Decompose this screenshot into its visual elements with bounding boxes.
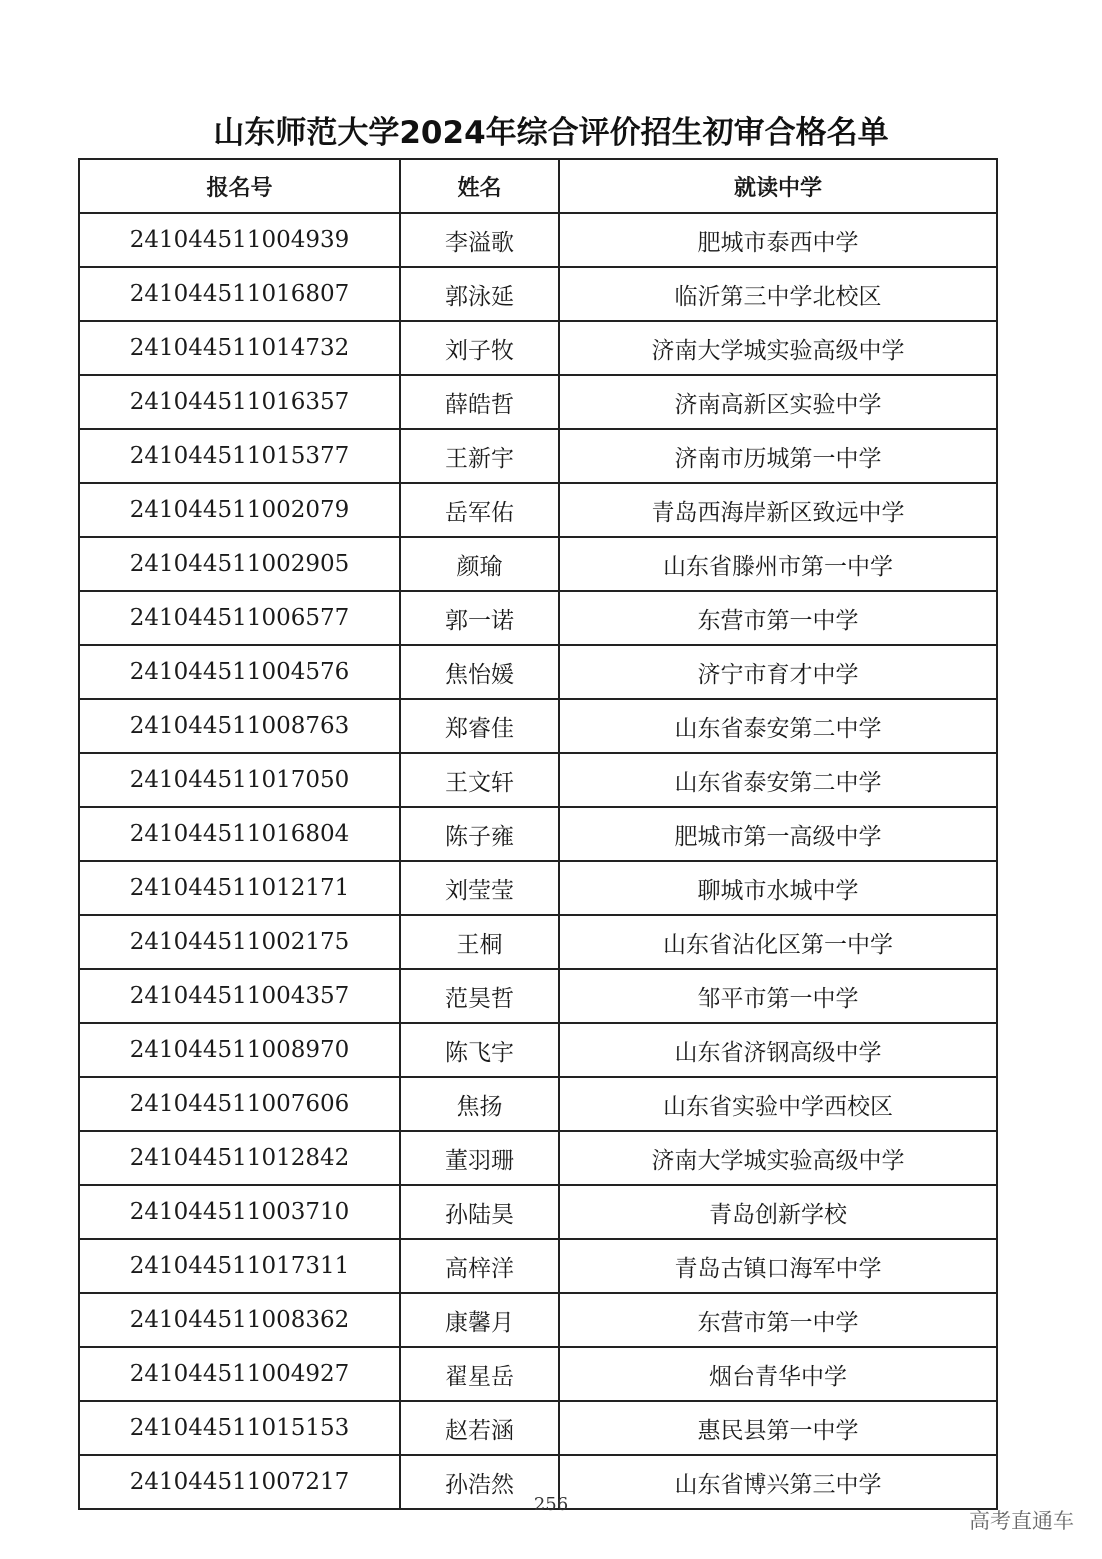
registration-number-cell: 241044511002079 [79,483,400,537]
table-row [79,213,997,267]
registration-number-cell: 241044511004927 [79,1347,400,1401]
student-name-cell: 郭泳延 [400,267,559,321]
table-row [79,1185,997,1239]
table-row [79,267,997,321]
student-name-cell: 刘莹莹 [400,861,559,915]
table-row [79,807,997,861]
registration-number-cell: 241044511004357 [79,969,400,1023]
school-cell: 烟台青华中学 [559,1347,997,1401]
table-row [79,645,997,699]
table-row [79,375,997,429]
school-cell: 肥城市泰西中学 [559,213,997,267]
student-name-cell: 王新宇 [400,429,559,483]
school-cell: 山东省博兴第三中学 [559,1455,997,1509]
student-name-cell: 康馨月 [400,1293,559,1347]
registration-number-cell: 241044511016357 [79,375,400,429]
student-name-cell: 颜瑜 [400,537,559,591]
table-row [79,969,997,1023]
school-cell: 邹平市第一中学 [559,969,997,1023]
school-cell: 肥城市第一高级中学 [559,807,997,861]
student-name-cell: 王文轩 [400,753,559,807]
document-title: 山东师范大学2024年综合评价招生初审合格名单 [213,115,889,151]
table-row [79,699,997,753]
registration-number-cell: 241044511016807 [79,267,400,321]
registration-number-cell: 241044511008362 [79,1293,400,1347]
school-cell: 济南大学城实验高级中学 [559,1131,997,1185]
table-header-row [79,159,997,213]
student-name-cell: 焦怡媛 [400,645,559,699]
student-name-cell: 范昊哲 [400,969,559,1023]
student-name-cell: 薛皓哲 [400,375,559,429]
registration-number-cell: 241044511015153 [79,1401,400,1455]
table-row [79,1077,997,1131]
school-cell: 山东省泰安第二中学 [559,753,997,807]
table-row [79,1293,997,1347]
registration-number-cell: 241044511014732 [79,321,400,375]
school-cell: 东营市第一中学 [559,591,997,645]
student-name-cell: 孙浩然 [400,1455,559,1509]
table-row [79,915,997,969]
registration-number-cell: 241044511012842 [79,1131,400,1185]
registration-number-cell: 241044511004576 [79,645,400,699]
school-cell: 聊城市水城中学 [559,861,997,915]
registration-number-cell: 241044511008970 [79,1023,400,1077]
school-cell: 青岛创新学校 [559,1185,997,1239]
table-row [79,1023,997,1077]
school-cell: 山东省济钢高级中学 [559,1023,997,1077]
school-cell: 东营市第一中学 [559,1293,997,1347]
registration-number-cell: 241044511007606 [79,1077,400,1131]
table-row [79,537,997,591]
school-cell: 济南高新区实验中学 [559,375,997,429]
student-name-cell: 王桐 [400,915,559,969]
registration-number-cell: 241044511008763 [79,699,400,753]
school-cell: 临沂第三中学北校区 [559,267,997,321]
table-row [79,1131,997,1185]
table-row [79,321,997,375]
registration-number-cell: 241044511004939 [79,213,400,267]
school-cell: 济南大学城实验高级中学 [559,321,997,375]
student-name-cell: 李溢歌 [400,213,559,267]
student-name-cell: 赵若涵 [400,1401,559,1455]
table-row [79,483,997,537]
page-number: 256 [533,1494,569,1515]
student-name-cell: 郭一诺 [400,591,559,645]
school-cell: 山东省沾化区第一中学 [559,915,997,969]
school-cell: 山东省滕州市第一中学 [559,537,997,591]
school-cell: 济南市历城第一中学 [559,429,997,483]
table-row [79,861,997,915]
student-name-cell: 刘子牧 [400,321,559,375]
table-row [79,429,997,483]
student-name-cell: 孙陆昊 [400,1185,559,1239]
school-cell: 惠民县第一中学 [559,1401,997,1455]
header-name: 姓名 [400,159,559,213]
registration-number-cell: 241044511016804 [79,807,400,861]
watermark: 高考直通车 [969,1509,1074,1533]
school-cell: 山东省泰安第二中学 [559,699,997,753]
table-row [79,1347,997,1401]
registration-number-cell: 241044511003710 [79,1185,400,1239]
school-cell: 青岛古镇口海军中学 [559,1239,997,1293]
student-name-cell: 陈飞宇 [400,1023,559,1077]
applicant-table [78,158,998,1510]
registration-number-cell: 241044511015377 [79,429,400,483]
table-row [79,753,997,807]
registration-number-cell: 241044511007217 [79,1455,400,1509]
registration-number-cell: 241044511017311 [79,1239,400,1293]
school-cell: 青岛西海岸新区致远中学 [559,483,997,537]
header-registration-number: 报名号 [79,159,400,213]
student-name-cell: 董羽珊 [400,1131,559,1185]
table-row [79,591,997,645]
student-name-cell: 翟星岳 [400,1347,559,1401]
student-name-cell: 岳军佑 [400,483,559,537]
school-cell: 山东省实验中学西校区 [559,1077,997,1131]
student-name-cell: 陈子雍 [400,807,559,861]
registration-number-cell: 241044511006577 [79,591,400,645]
registration-number-cell: 241044511002175 [79,915,400,969]
student-name-cell: 焦扬 [400,1077,559,1131]
header-school: 就读中学 [559,159,997,213]
registration-number-cell: 241044511002905 [79,537,400,591]
school-cell: 济宁市育才中学 [559,645,997,699]
registration-number-cell: 241044511012171 [79,861,400,915]
student-name-cell: 高梓洋 [400,1239,559,1293]
registration-number-cell: 241044511017050 [79,753,400,807]
table-row [79,1401,997,1455]
table-row [79,1239,997,1293]
student-name-cell: 郑睿佳 [400,699,559,753]
